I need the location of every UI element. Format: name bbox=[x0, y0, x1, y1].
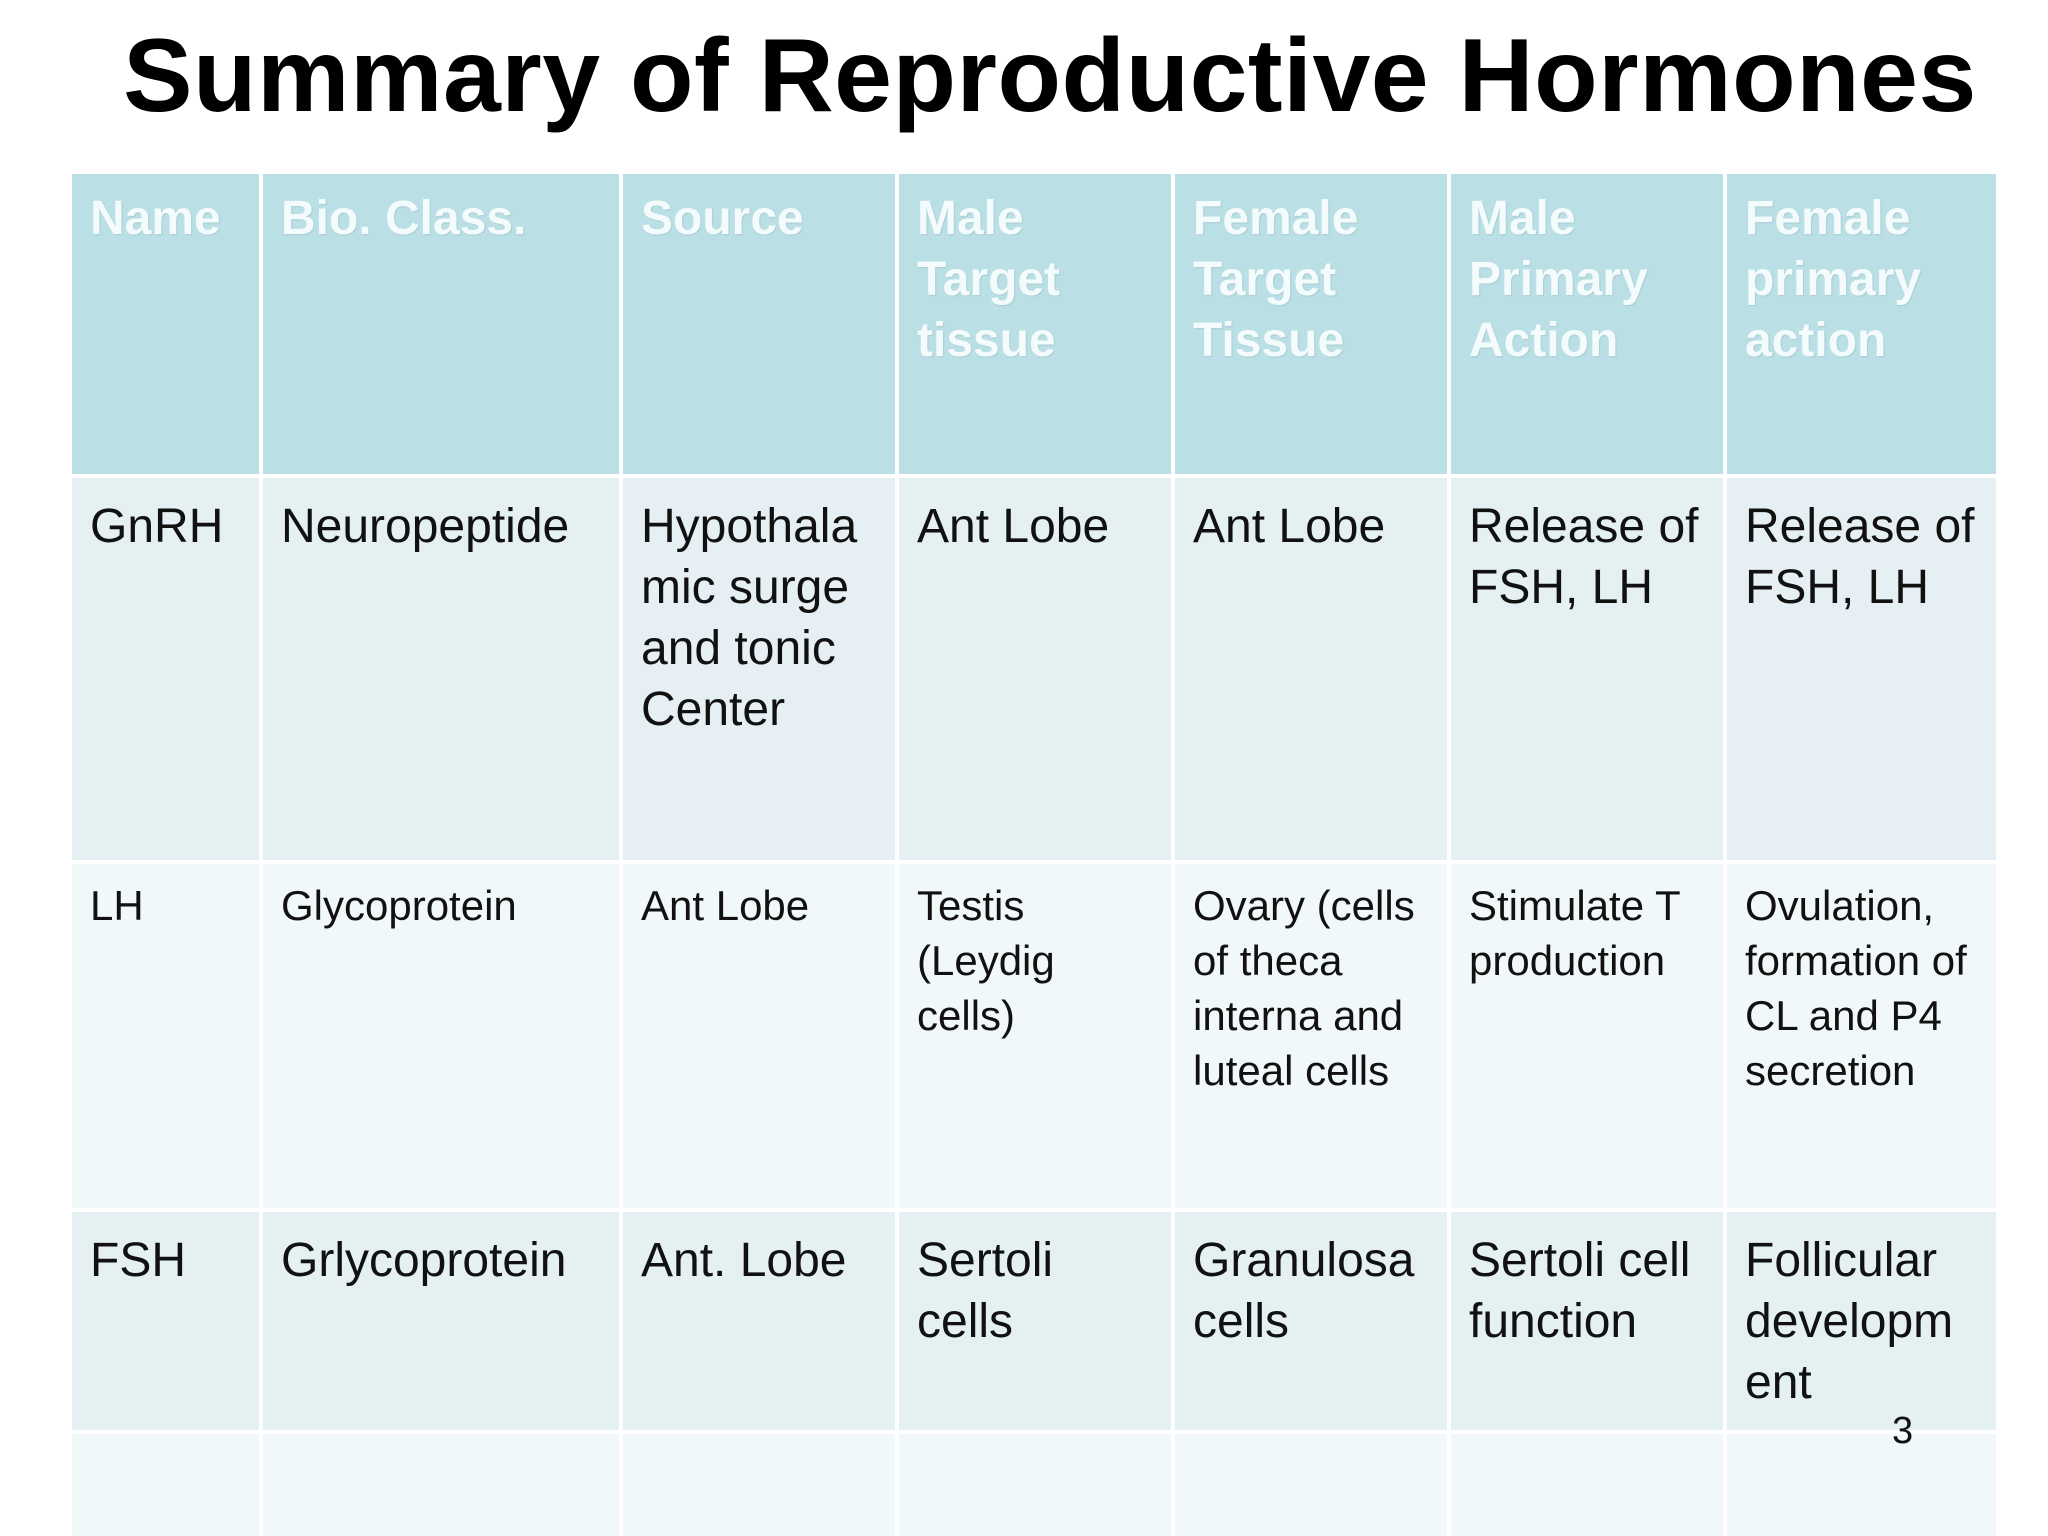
cell-female-primary-action: Ovulation, formation of CL and P4 secretion bbox=[1725, 862, 1998, 1210]
cell-bio-class: Grlycoprotein bbox=[261, 1210, 621, 1432]
cell-female-target-tissue: Granulosa cells bbox=[1173, 1210, 1449, 1432]
slide-title: Summary of Reproductive Hormones bbox=[123, 18, 1977, 134]
table-header-row bbox=[70, 172, 1998, 476]
cell-female-target-tissue: Ovary (cells of theca interna and luteal cells bbox=[1173, 862, 1449, 1210]
cell-male-target-tissue: Testis (Leydig cells) bbox=[897, 862, 1173, 1210]
empty-cell bbox=[897, 1432, 1173, 1536]
empty-cell bbox=[1725, 1432, 1998, 1536]
table-row bbox=[70, 862, 1998, 1210]
cell-name: GnRH bbox=[70, 476, 261, 862]
cell-bio-class: Glycoprotein bbox=[261, 862, 621, 1210]
header-female-target-tissue: Female Target Tissue bbox=[1173, 172, 1449, 476]
header-source: Source bbox=[621, 172, 897, 476]
table-row-empty bbox=[70, 1432, 1998, 1536]
cell-source: Ant. Lobe bbox=[621, 1210, 897, 1432]
empty-cell bbox=[1449, 1432, 1725, 1536]
header-bio-class: Bio. Class. bbox=[261, 172, 621, 476]
empty-cell bbox=[70, 1432, 261, 1536]
cell-name: FSH bbox=[70, 1210, 261, 1432]
cell-female-primary-action: Follicular development bbox=[1725, 1210, 1998, 1432]
cell-female-primary-action: Release of FSH, LH bbox=[1725, 476, 1998, 862]
cell-female-target-tissue: Ant Lobe bbox=[1173, 476, 1449, 862]
cell-source: Ant Lobe bbox=[621, 862, 897, 1210]
cell-male-target-tissue: Ant Lobe bbox=[897, 476, 1173, 862]
header-male-primary-action: Male Primary Action bbox=[1449, 172, 1725, 476]
empty-cell bbox=[621, 1432, 897, 1536]
cell-male-target-tissue: Sertoli cells bbox=[897, 1210, 1173, 1432]
table-row bbox=[70, 1210, 1998, 1432]
page-number: 3 bbox=[1892, 1410, 1914, 1452]
cell-source: Hypothalamic surge and tonic Center bbox=[621, 476, 897, 862]
cell-bio-class: Neuropeptide bbox=[261, 476, 621, 862]
table-row bbox=[70, 476, 1998, 862]
header-name: Name bbox=[70, 172, 261, 476]
header-male-target-tissue: Male Target tissue bbox=[897, 172, 1173, 476]
header-female-primary-action: Female primary action bbox=[1725, 172, 1998, 476]
cell-male-primary-action: Sertoli cell function bbox=[1449, 1210, 1725, 1432]
cell-male-primary-action: Release of FSH, LH bbox=[1449, 476, 1725, 862]
cell-name: LH bbox=[70, 862, 261, 1210]
empty-cell bbox=[1173, 1432, 1449, 1536]
hormone-table bbox=[68, 170, 2000, 1536]
empty-cell bbox=[261, 1432, 621, 1536]
cell-male-primary-action: Stimulate T production bbox=[1449, 862, 1725, 1210]
hormone-table-container bbox=[68, 170, 1996, 1536]
